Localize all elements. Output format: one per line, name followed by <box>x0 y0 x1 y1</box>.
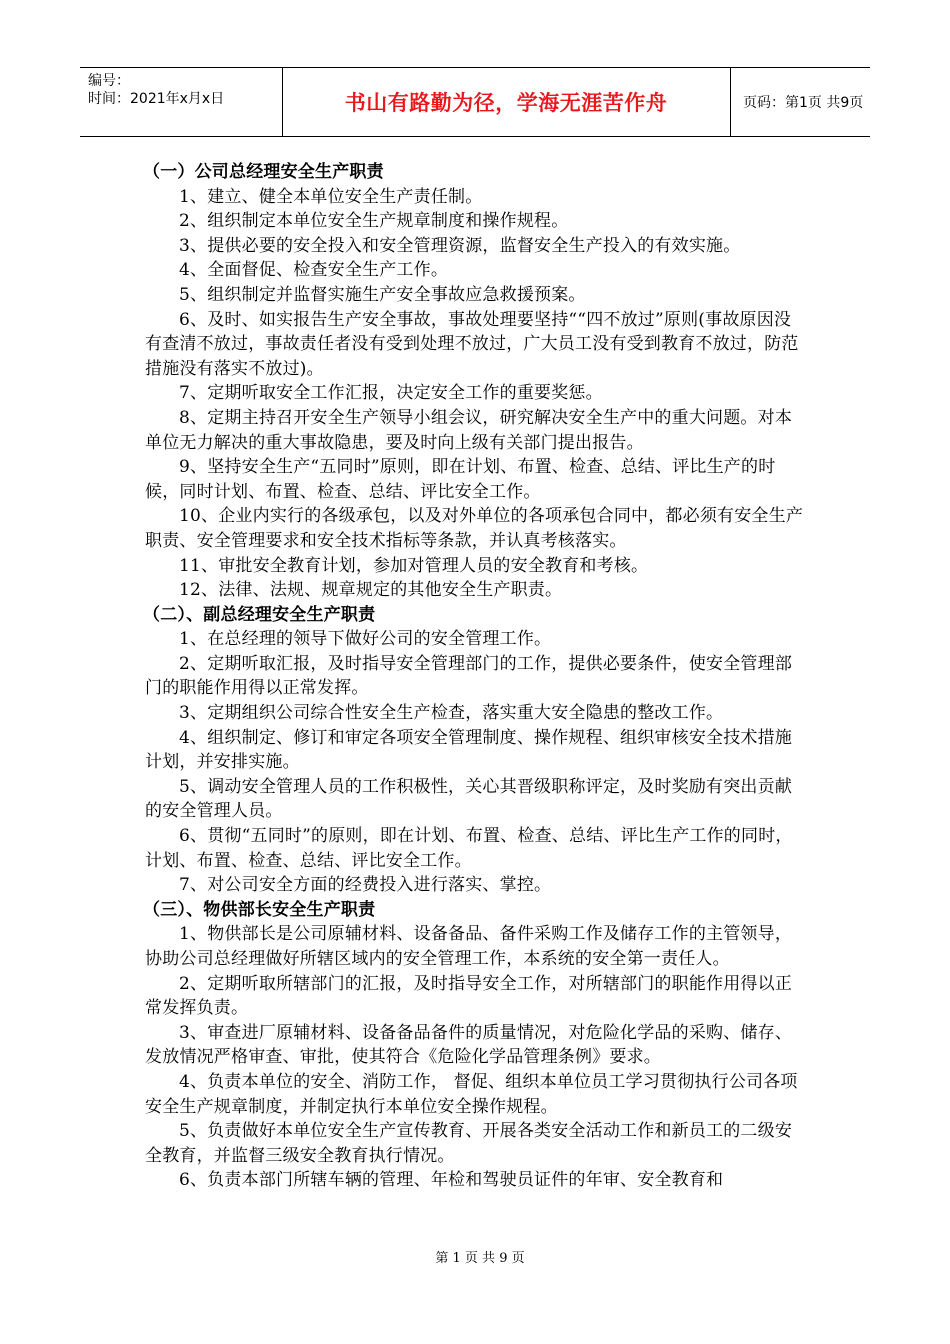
duty-item: 11、审批安全教育计划，参加对管理人员的安全教育和考核。 <box>179 555 649 576</box>
header-motto: 书山有路勤为径，学海无涯苦作舟 <box>344 91 668 115</box>
duty-item: 1、在总经理的领导下做好公司的安全管理工作。 <box>179 629 552 650</box>
header-motto-cell <box>282 68 731 136</box>
duty-item: 3、定期组织公司综合性安全生产检查，落实重大安全隐患的整改工作。 <box>179 703 724 724</box>
duty-item: 4、负责本单位的安全、消防工作， 督促、组织本单位员工学习贯彻执行公司各项安全生产规章制度，并制定执行本单位安全操作规程。 <box>145 1071 798 1117</box>
duty-item: 4、组织制定、修订和审定各项安全管理制度、操作规程、组织审核安全技术措施计划，并安排实施。 <box>145 727 793 773</box>
section-title: （二）、副总经理安全生产职责 <box>143 604 376 625</box>
header-page-code: 页码：第1页 共9页 <box>743 95 864 111</box>
duty-item: 2、组织制定本单位安全生产规章制度和操作规程。 <box>179 211 569 232</box>
duty-item: 6、负责本部门所辖车辆的管理、年检和驾驶员证件的年审、安全教育和 <box>179 1170 724 1191</box>
section-title: （三）、物供部长安全生产职责 <box>143 899 376 920</box>
duty-item: 6、贯彻“五同时”的原则，即在计划、布置、检查、总结、评比生产工作的同时，计划、布置、检查、总结、评比安全工作。 <box>145 826 793 871</box>
header-meta <box>80 68 283 136</box>
duty-item: 7、定期听取安全工作汇报，决定安全工作的重要奖惩。 <box>179 383 603 404</box>
duty-item: 9、坚持安全生产“五同时”原则，即在计划、布置、检查、总结、评比生产的时候，同时计划、布置、检查、总结、评比安全工作。 <box>145 457 776 502</box>
page-footer <box>0 1247 950 1266</box>
duty-item: 5、调动安全管理人员的工作积极性，关心其晋级职称评定，及时奖励有突出贡献的安全管理人员。 <box>145 776 793 822</box>
duty-item: 8、定期主持召开安全生产领导小组会议，研究解决安全生产中的重大问题。对本单位无力解决的重大事故隐患，要及时向上级有关部门提出报告。 <box>145 407 793 453</box>
page-header <box>80 67 870 137</box>
document-number-label: 编号： <box>88 73 130 89</box>
duty-item: 7、对公司安全方面的经费投入进行落实、掌控。 <box>179 875 552 896</box>
duty-item: 5、组织制定并监督实施生产安全事故应急救援预案。 <box>179 284 586 305</box>
duty-item: 2、定期听取所辖部门的汇报，及时指导安全工作，对所辖部门的职能作用得以正常发挥负责。 <box>145 973 793 1019</box>
footer-page-number: 第 1 页 共 9 页 <box>435 1251 525 1266</box>
duty-item: 4、全面督促、检查安全生产工作。 <box>179 260 449 281</box>
duty-item: 2、定期听取汇报，及时指导安全管理部门的工作，提供必要条件，使安全管理部门的职能作用得以正常发挥。 <box>145 653 793 699</box>
duty-item: 3、提供必要的安全投入和安全管理资源，监督安全生产投入的有效实施。 <box>179 235 741 256</box>
duty-item: 10、企业内实行的各级承包，以及对外单位的各项承包合同中，都必须有安全生产职责、安全管理要求和安全技术指标等条款，并认真考核落实。 <box>145 506 804 551</box>
section-title: （一）公司总经理安全生产职责 <box>143 162 384 182</box>
duty-item: 1、物供部长是公司原辅材料、设备备品、备件采购工作及储存工作的主管领导，协助公司总经理做好所辖区域内的安全管理工作，本系统的安全第一责任人。 <box>145 924 793 969</box>
duty-item: 3、审查进厂原辅材料、设备备品备件的质量情况，对危险化学品的采购、储存、发放情况严格审查、审批，使其符合《危险化学品管理条例》要求。 <box>145 1022 793 1068</box>
document-body <box>145 160 805 1193</box>
duty-item: 5、负责做好本单位安全生产宣传教育、开展各类安全活动工作和新员工的二级安全教育，并监督三级安全教育执行情况。 <box>145 1121 793 1166</box>
duty-item: 1、建立、健全本单位安全生产责任制。 <box>179 186 483 207</box>
duty-item: 12、法律、法规、规章规定的其他安全生产职责。 <box>179 580 563 601</box>
duty-item: 6、及时、如实报告生产安全事故，事故处理要坚持““四不放过”原则(事故原因没有查清不放过，事故责任者没有受到处理不放过，广大员工没有受到教育不放过，防范措施没有落实不放过)。 <box>145 309 799 379</box>
document-time-label: 时间：2021年x月x日 <box>88 91 225 107</box>
